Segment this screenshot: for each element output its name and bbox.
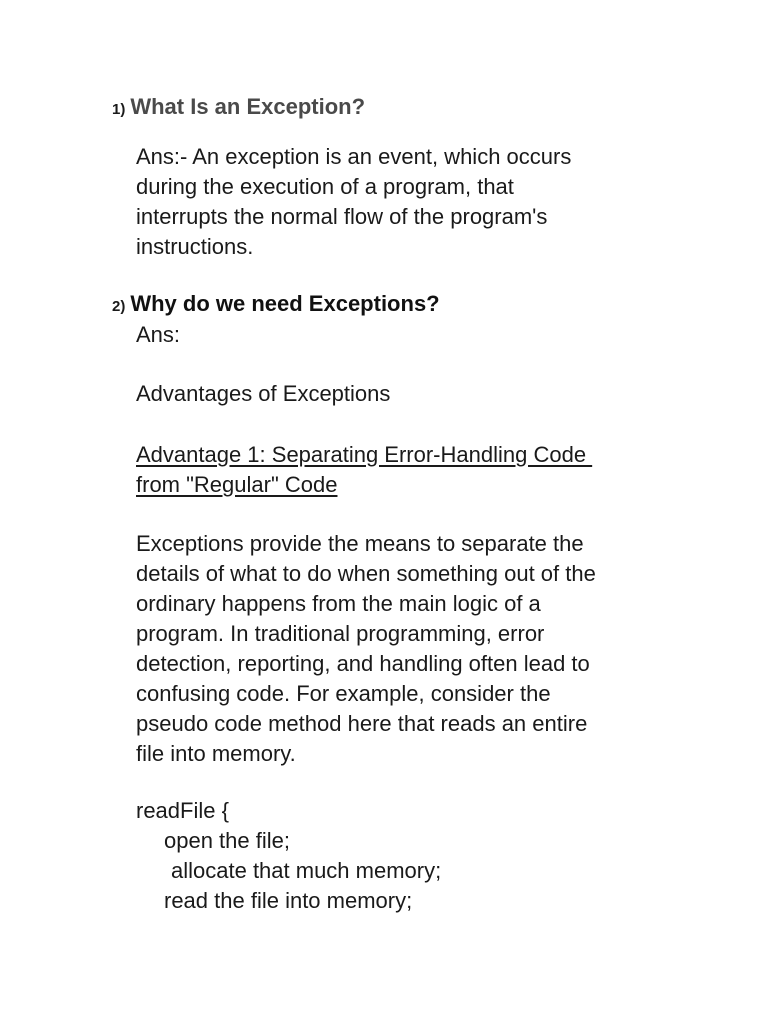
- question-1-title: What Is an Exception?: [130, 94, 366, 119]
- question-2-ans-label: [136, 320, 676, 350]
- paragraph-line: confusing code. For example, consider the: [136, 681, 551, 706]
- answer-1-line: instructions.: [136, 234, 254, 259]
- advantage-1-title-line: Advantage 1: Separating Error-Handling Code: [136, 442, 593, 467]
- paragraph-line: file into memory.: [136, 741, 296, 766]
- paragraph-line: detection, reporting, and handling often lead to: [136, 651, 590, 676]
- question-1-number: 1): [112, 101, 126, 118]
- answer-1-line: Ans:- An exception is an event, which occurs: [136, 144, 572, 169]
- paragraph-line: ordinary happens from the main logic of a: [136, 591, 541, 616]
- paragraph-line: Exceptions provide the means to separate the: [136, 531, 584, 556]
- question-2-heading: [112, 291, 440, 317]
- code-line: read the file into memory;: [164, 888, 413, 913]
- code-line: allocate that much memory;: [171, 858, 442, 883]
- pseudo-code: [136, 796, 676, 916]
- question-2-number: 2): [112, 298, 126, 315]
- question-1-heading: [112, 94, 365, 120]
- question-2-title: Why do we need Exceptions?: [130, 291, 440, 316]
- code-line: readFile {: [136, 798, 229, 823]
- question-1-answer: [136, 142, 676, 262]
- code-line: open the file;: [164, 828, 290, 853]
- answer-1-line: during the execution of a program, that: [136, 174, 514, 199]
- advantages-heading-text: Advantages of Exceptions: [136, 381, 391, 406]
- answer-1-line: interrupts the normal flow of the program's: [136, 204, 548, 229]
- advantage-1-paragraph: [136, 529, 676, 769]
- advantage-1-title: [136, 440, 676, 500]
- paragraph-line: details of what to do when something out of the: [136, 561, 596, 586]
- paragraph-line: program. In traditional programming, error: [136, 621, 545, 646]
- ans-label: Ans:: [136, 322, 181, 347]
- advantages-subheading: [136, 379, 676, 409]
- advantage-1-title-line: from "Regular" Code: [136, 472, 338, 497]
- paragraph-line: pseudo code method here that reads an entire: [136, 711, 588, 736]
